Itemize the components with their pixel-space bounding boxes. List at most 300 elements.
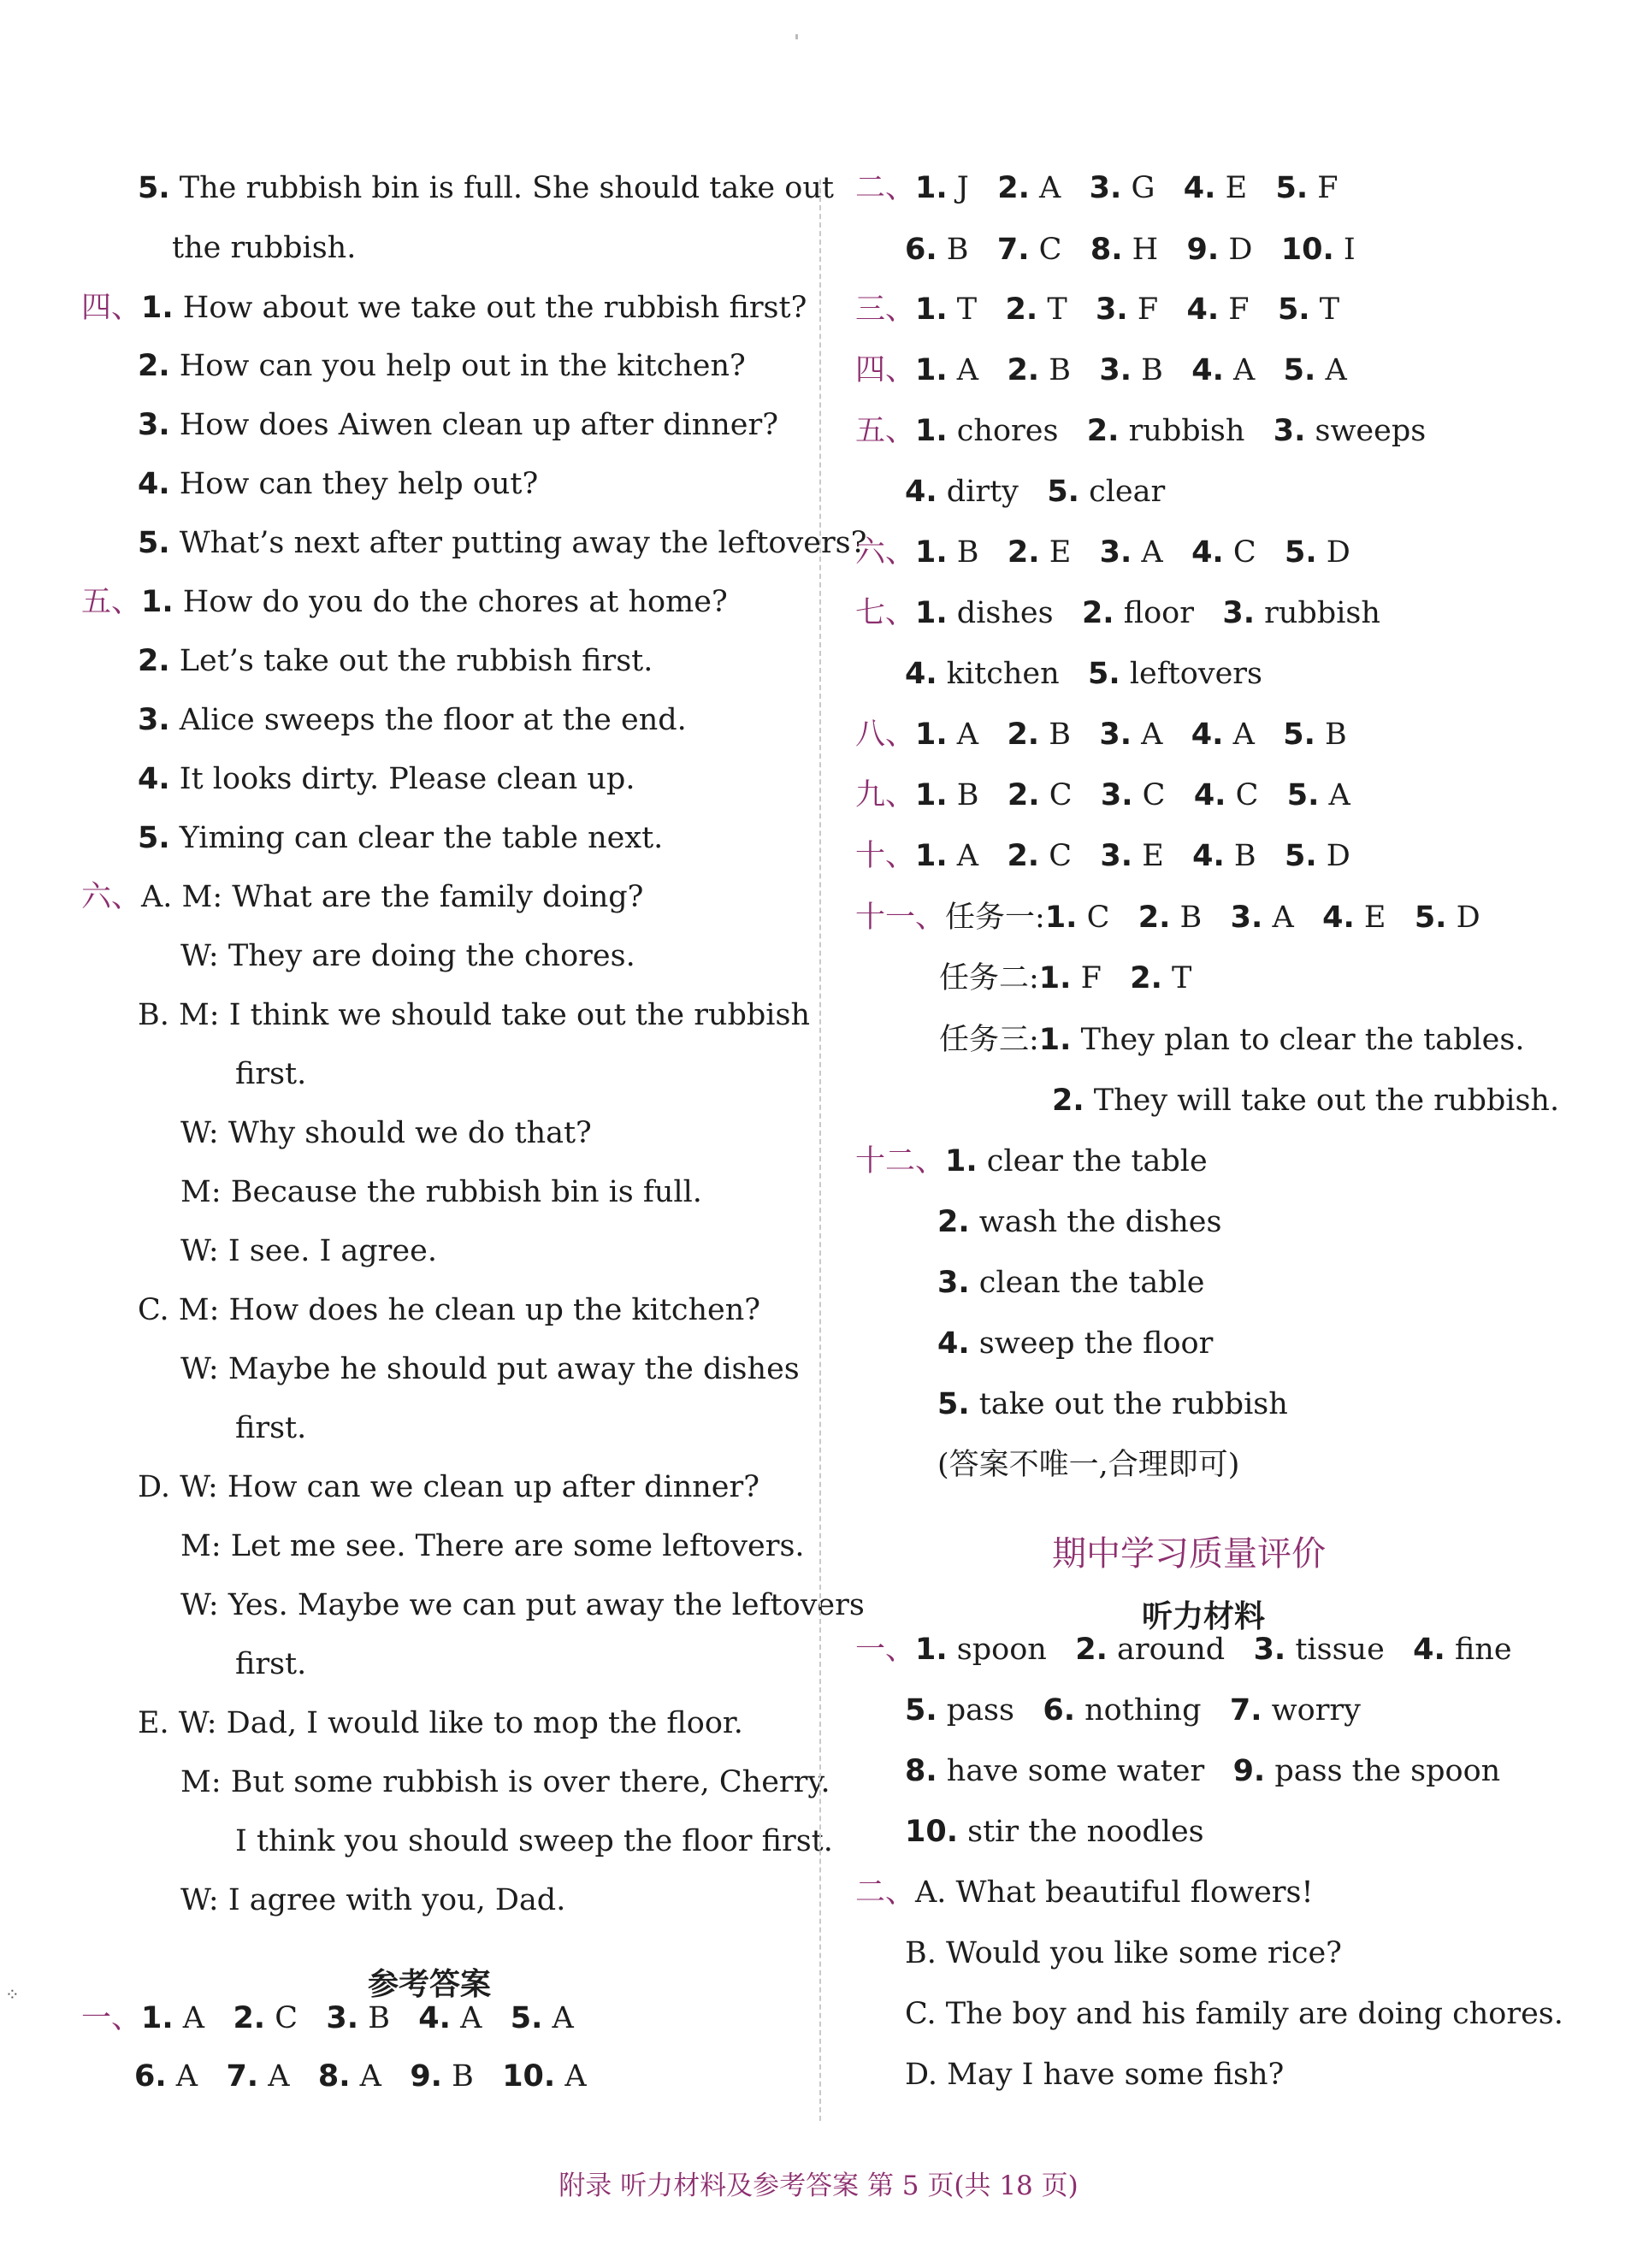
item-number: 5. bbox=[138, 821, 170, 855]
line-text: stir the noodles bbox=[958, 1815, 1204, 1849]
text-line bbox=[937, 1444, 1239, 1485]
text-line bbox=[855, 836, 1350, 877]
text-line bbox=[855, 1141, 1208, 1182]
item-number: 5. bbox=[1285, 535, 1317, 570]
line-text: A bbox=[1132, 718, 1191, 752]
text-line bbox=[138, 1290, 760, 1331]
text-line bbox=[855, 532, 1350, 573]
item-number: 5. bbox=[937, 1387, 970, 1421]
line-text: D bbox=[1316, 839, 1350, 873]
line-text: B bbox=[1224, 839, 1285, 873]
line-text: leftovers bbox=[1120, 657, 1262, 691]
line-text: spoon bbox=[947, 1633, 1076, 1667]
item-number: 1. bbox=[1038, 961, 1072, 995]
text-line bbox=[138, 346, 746, 387]
line-text: H bbox=[1122, 233, 1187, 267]
section-number: 三、 bbox=[855, 292, 916, 327]
section-number: 二、 bbox=[855, 171, 916, 205]
item-number: 4. bbox=[1192, 839, 1225, 873]
item-number: 5. bbox=[1283, 353, 1316, 387]
item-number: 5. bbox=[1275, 171, 1309, 205]
text-line bbox=[235, 1644, 306, 1685]
line-text: W: I see. I agree. bbox=[180, 1234, 437, 1268]
text-line bbox=[81, 582, 728, 623]
line-text: B bbox=[1170, 901, 1231, 935]
item-number: 1. bbox=[915, 414, 948, 448]
item-number: 1. bbox=[915, 718, 948, 752]
item-number: 10. bbox=[502, 2059, 556, 2094]
item-number: 4. bbox=[1322, 901, 1355, 935]
item-number: 3. bbox=[138, 703, 170, 737]
item-number: 3. bbox=[326, 2001, 359, 2035]
text-line bbox=[235, 1054, 306, 1095]
text-line bbox=[138, 523, 866, 564]
text-line bbox=[138, 995, 810, 1036]
item-number: 1. bbox=[1038, 1023, 1072, 1057]
item-number: 7. bbox=[226, 2059, 259, 2094]
line-text: around bbox=[1107, 1633, 1254, 1667]
line-text: sweeps bbox=[1305, 414, 1427, 448]
line-text: C bbox=[1077, 901, 1138, 935]
line-text: A bbox=[1319, 778, 1350, 812]
section-number: 八、 bbox=[855, 718, 916, 752]
text-line bbox=[905, 2054, 1284, 2095]
answer-key-heading: 参考答案 bbox=[368, 1967, 492, 2002]
line-text: A bbox=[1029, 171, 1090, 205]
item-number: 3. bbox=[1222, 596, 1255, 630]
item-number: 3. bbox=[1089, 171, 1122, 205]
text-line bbox=[905, 1811, 1204, 1852]
item-number: 2. bbox=[1086, 414, 1120, 448]
text-line bbox=[81, 1998, 574, 2039]
text-line bbox=[138, 641, 653, 682]
line-text: They plan to clear the tables. bbox=[1071, 1023, 1525, 1057]
line-text: the rubbish. bbox=[172, 231, 357, 265]
line-text: C. M: How does he clean up the kitchen? bbox=[138, 1293, 761, 1327]
text-line bbox=[855, 1872, 1314, 1913]
line-text: (答案不唯一,合理即可) bbox=[937, 1448, 1240, 1482]
line-text: A bbox=[1315, 353, 1347, 387]
line-text: 任务三: bbox=[939, 1023, 1039, 1057]
line-text: F bbox=[1308, 171, 1339, 205]
line-text: worry bbox=[1262, 1693, 1361, 1728]
item-number: 5. bbox=[905, 1693, 937, 1728]
line-text: I bbox=[1333, 233, 1356, 267]
text-line bbox=[180, 1880, 565, 1921]
line-text: D bbox=[1316, 535, 1350, 570]
item-number: 10. bbox=[905, 1815, 959, 1849]
line-text: 任务一: bbox=[945, 901, 1045, 935]
item-number: 2. bbox=[1007, 353, 1040, 387]
item-number: 2. bbox=[1007, 839, 1040, 873]
item-number: 2. bbox=[1138, 901, 1171, 935]
item-number: 7. bbox=[996, 233, 1030, 267]
item-number: 2. bbox=[1007, 718, 1040, 752]
line-text: F bbox=[1127, 292, 1187, 327]
section-number: 十二、 bbox=[855, 1144, 946, 1178]
item-number: 4. bbox=[1191, 535, 1224, 570]
text-line bbox=[138, 759, 635, 800]
item-number: 1. bbox=[141, 585, 174, 619]
item-number: 6. bbox=[134, 2059, 167, 2094]
line-text: E. W: Dad, I would like to mop the floor. bbox=[138, 1706, 743, 1740]
line-text: rubbish bbox=[1255, 596, 1380, 630]
line-text: A bbox=[947, 718, 1008, 752]
item-number: 4. bbox=[905, 657, 937, 691]
section-number: 五、 bbox=[81, 585, 142, 619]
text-line bbox=[855, 593, 1380, 634]
text-line bbox=[905, 229, 1356, 270]
item-number: 4. bbox=[138, 467, 170, 501]
line-text: W: Yes. Maybe we can put away the leftovers bbox=[180, 1588, 865, 1622]
line-text: E bbox=[1354, 901, 1415, 935]
item-number: 5. bbox=[1283, 718, 1315, 752]
item-number: 2. bbox=[1075, 1633, 1108, 1667]
item-number: 5. bbox=[1414, 901, 1447, 935]
item-number: 3. bbox=[1096, 292, 1128, 327]
line-text: How about we take out the rubbish first? bbox=[173, 291, 807, 325]
item-number: 3. bbox=[1099, 353, 1132, 387]
item-number: 2. bbox=[937, 1205, 970, 1239]
text-line bbox=[855, 714, 1347, 755]
item-number: 2. bbox=[1007, 778, 1040, 812]
item-number: 9. bbox=[1186, 233, 1220, 267]
line-text: first. bbox=[235, 1647, 307, 1681]
item-number: 1. bbox=[1044, 901, 1078, 935]
text-line bbox=[81, 877, 643, 918]
line-text: A bbox=[258, 2059, 318, 2094]
section-number: 十一、 bbox=[855, 901, 946, 935]
line-text: sweep the floor bbox=[969, 1326, 1214, 1361]
line-text: dirty bbox=[937, 475, 1048, 509]
line-text: A bbox=[166, 2059, 227, 2094]
item-number: 5. bbox=[1285, 839, 1317, 873]
item-number: 9. bbox=[1232, 1754, 1266, 1788]
text-line bbox=[138, 818, 663, 859]
item-number: 2. bbox=[233, 2001, 266, 2035]
item-number: 2. bbox=[997, 171, 1030, 205]
line-text: E bbox=[1039, 535, 1100, 570]
item-number: 1. bbox=[915, 353, 948, 387]
line-text: A bbox=[173, 2001, 233, 2035]
item-number: 1. bbox=[915, 839, 948, 873]
line-text: B bbox=[1315, 718, 1347, 752]
section-number: 一、 bbox=[81, 2001, 142, 2035]
text-line bbox=[905, 653, 1262, 694]
line-text: T bbox=[1161, 961, 1192, 995]
line-text: W: Maybe he should put away the dishes bbox=[180, 1352, 800, 1386]
line-text: M: Let me see. There are some leftovers. bbox=[180, 1529, 805, 1563]
item-number: 8. bbox=[905, 1754, 937, 1788]
text-line bbox=[235, 1821, 833, 1862]
line-text: kitchen bbox=[937, 657, 1089, 691]
text-line bbox=[855, 410, 1426, 452]
item-number: 4. bbox=[418, 2001, 451, 2035]
section-title: 期中学习质量评价 bbox=[1052, 1534, 1326, 1574]
line-text: J bbox=[947, 171, 998, 205]
line-text: B. M: I think we should take out the rubbish bbox=[138, 998, 810, 1032]
column-divider bbox=[819, 180, 821, 2121]
line-text: D bbox=[1446, 901, 1480, 935]
line-text: I think you should sweep the floor first. bbox=[235, 1824, 833, 1858]
section-number: 九、 bbox=[855, 778, 916, 812]
text-line bbox=[1052, 1080, 1559, 1121]
line-text: C bbox=[1226, 778, 1287, 812]
item-number: 3. bbox=[937, 1266, 970, 1300]
line-text: F bbox=[1219, 292, 1278, 327]
line-text: C bbox=[265, 2001, 327, 2035]
line-text: 任务二: bbox=[939, 961, 1039, 995]
text-line bbox=[180, 1231, 437, 1272]
line-text: M: But some rubbish is over there, Cherry. bbox=[180, 1765, 830, 1799]
line-text: T bbox=[947, 292, 1006, 327]
line-text: B bbox=[947, 778, 1008, 812]
line-text: B bbox=[1039, 718, 1100, 752]
text-line bbox=[180, 1585, 865, 1626]
line-text: F bbox=[1071, 961, 1131, 995]
line-text: A bbox=[1132, 535, 1192, 570]
item-number: 5. bbox=[1277, 292, 1310, 327]
item-number: 10. bbox=[1280, 233, 1334, 267]
item-number: 3. bbox=[1099, 718, 1132, 752]
item-number: 1. bbox=[141, 291, 174, 325]
item-number: 1. bbox=[915, 171, 948, 205]
text-line bbox=[905, 1933, 1342, 1974]
line-text: A bbox=[1223, 718, 1284, 752]
item-number: 9. bbox=[410, 2059, 442, 2094]
line-text: W: Why should we do that? bbox=[180, 1116, 592, 1150]
item-number: 3. bbox=[1100, 778, 1133, 812]
item-number: 4. bbox=[1413, 1633, 1445, 1667]
listening-material-heading: 听力材料 bbox=[1142, 1599, 1266, 1634]
section-number: 一、 bbox=[855, 1633, 916, 1667]
item-number: 3. bbox=[1253, 1633, 1286, 1667]
item-number: 1. bbox=[945, 1144, 978, 1178]
line-text: G bbox=[1121, 171, 1184, 205]
line-text: It looks dirty. Please clean up. bbox=[169, 762, 635, 796]
text-line bbox=[180, 1526, 805, 1567]
line-text: A bbox=[555, 2059, 587, 2094]
line-text: A bbox=[947, 353, 1008, 387]
item-number: 3. bbox=[1100, 839, 1133, 873]
item-number: 4. bbox=[905, 475, 937, 509]
text-line bbox=[855, 168, 1339, 209]
line-text: E bbox=[1215, 171, 1276, 205]
item-number: 4. bbox=[1193, 778, 1226, 812]
line-text: A. What beautiful flowers! bbox=[915, 1875, 1314, 1910]
item-number: 4. bbox=[1186, 292, 1220, 327]
line-text: C. The boy and his family are doing chores. bbox=[905, 1997, 1563, 2031]
line-text: B bbox=[947, 535, 1008, 570]
line-text: B. Would you like some rice? bbox=[905, 1936, 1342, 1970]
item-number: 3. bbox=[138, 408, 170, 442]
item-number: 2. bbox=[1005, 292, 1038, 327]
item-number: 1. bbox=[915, 292, 948, 327]
line-text: tissue bbox=[1285, 1633, 1414, 1667]
line-text: A. M: What are the family doing? bbox=[141, 880, 644, 914]
line-text: C bbox=[1223, 535, 1285, 570]
item-number: 6. bbox=[1043, 1693, 1076, 1728]
item-number: 2. bbox=[1081, 596, 1114, 630]
line-text: chores bbox=[947, 414, 1087, 448]
text-line bbox=[937, 1202, 1221, 1243]
line-text: B bbox=[441, 2059, 503, 2094]
line-text: C bbox=[1039, 778, 1101, 812]
item-number: 5. bbox=[1088, 657, 1120, 691]
line-text: have some water bbox=[937, 1754, 1233, 1788]
line-text: What’s next after putting away the leftovers? bbox=[169, 526, 867, 560]
line-text: How does Aiwen clean up after dinner? bbox=[169, 408, 779, 442]
line-text: A bbox=[450, 2001, 511, 2035]
item-number: 1. bbox=[915, 778, 948, 812]
text-line bbox=[180, 936, 635, 977]
item-number: 6. bbox=[905, 233, 937, 267]
line-text: T bbox=[1037, 292, 1096, 327]
item-number: 5. bbox=[510, 2001, 543, 2035]
line-text: pass the spoon bbox=[1265, 1754, 1501, 1788]
item-number: 2. bbox=[1052, 1084, 1084, 1118]
text-line bbox=[180, 1172, 702, 1213]
text-line bbox=[855, 775, 1350, 816]
text-line bbox=[905, 471, 1165, 512]
text-line bbox=[937, 1262, 1205, 1303]
text-line bbox=[937, 1323, 1213, 1364]
line-text: How can they help out? bbox=[169, 467, 539, 501]
item-number: 4. bbox=[1183, 171, 1216, 205]
line-text: B bbox=[1039, 353, 1100, 387]
line-text: D bbox=[1219, 233, 1281, 267]
section-number: 六、 bbox=[855, 535, 916, 570]
text-line bbox=[138, 700, 687, 741]
line-text: A bbox=[947, 839, 1008, 873]
item-number: 1. bbox=[915, 1633, 948, 1667]
item-number: 5. bbox=[1047, 475, 1079, 509]
item-number: 1. bbox=[141, 2001, 174, 2035]
line-text: C bbox=[1039, 839, 1101, 873]
section-number: 四、 bbox=[81, 291, 142, 325]
item-number: 7. bbox=[1229, 1693, 1262, 1728]
line-text: A bbox=[1262, 901, 1323, 935]
text-line bbox=[939, 1019, 1524, 1060]
item-number: 8. bbox=[317, 2059, 351, 2094]
line-text: B bbox=[1132, 353, 1192, 387]
text-line bbox=[937, 1384, 1288, 1425]
line-text: clear bbox=[1079, 475, 1166, 509]
text-line bbox=[81, 287, 807, 328]
line-text: E bbox=[1132, 839, 1193, 873]
item-number: 2. bbox=[1130, 961, 1162, 995]
text-line bbox=[855, 1629, 1512, 1670]
text-line bbox=[939, 958, 1191, 999]
text-line bbox=[180, 1349, 800, 1390]
text-line bbox=[138, 464, 538, 505]
line-text: pass bbox=[937, 1693, 1043, 1728]
item-number: 2. bbox=[1007, 535, 1040, 570]
item-number: 4. bbox=[1191, 718, 1224, 752]
item-number: 4. bbox=[937, 1326, 970, 1361]
line-text: take out the rubbish bbox=[969, 1387, 1288, 1421]
item-number: 3. bbox=[1273, 414, 1306, 448]
line-text: C bbox=[1132, 778, 1194, 812]
item-number: 1. bbox=[915, 596, 948, 630]
item-number: 2. bbox=[138, 349, 170, 383]
section-number: 七、 bbox=[855, 596, 916, 630]
line-text: B bbox=[358, 2001, 419, 2035]
scan-speck bbox=[795, 34, 798, 39]
line-text: rubbish bbox=[1119, 414, 1274, 448]
line-text: floor bbox=[1114, 596, 1223, 630]
line-text: T bbox=[1309, 292, 1340, 327]
line-text: M: Because the rubbish bin is full. bbox=[180, 1175, 702, 1209]
line-text: W: I agree with you, Dad. bbox=[180, 1883, 566, 1917]
margin-mark: ⁘ bbox=[5, 1984, 20, 2005]
text-line bbox=[905, 1751, 1500, 1792]
line-text: D. May I have some fish? bbox=[905, 2058, 1285, 2092]
text-line bbox=[905, 1993, 1563, 2035]
text-line bbox=[855, 350, 1347, 391]
text-line bbox=[138, 1703, 743, 1744]
section-number: 二、 bbox=[855, 1875, 916, 1910]
item-number: 1. bbox=[915, 535, 948, 570]
line-text: first. bbox=[235, 1411, 307, 1445]
line-text: A bbox=[542, 2001, 574, 2035]
item-number: 4. bbox=[138, 762, 170, 796]
line-text: D. W: How can we clean up after dinner? bbox=[138, 1470, 759, 1504]
section-number: 四、 bbox=[855, 353, 916, 387]
item-number: 4. bbox=[1191, 353, 1224, 387]
line-text: nothing bbox=[1075, 1693, 1230, 1728]
item-number: 5. bbox=[1286, 778, 1320, 812]
line-text: The rubbish bin is full. She should take out bbox=[169, 171, 834, 205]
item-number: 3. bbox=[1099, 535, 1132, 570]
text-line bbox=[138, 1467, 759, 1508]
line-text: dishes bbox=[947, 596, 1082, 630]
text-line bbox=[235, 1408, 306, 1449]
line-text: clean the table bbox=[969, 1266, 1205, 1300]
line-text: They will take out the rubbish. bbox=[1084, 1084, 1560, 1118]
text-line bbox=[905, 1690, 1361, 1731]
line-text: A bbox=[350, 2059, 411, 2094]
line-text: Yiming can clear the table next. bbox=[169, 821, 664, 855]
section-number: 十、 bbox=[855, 839, 916, 873]
line-text: fine bbox=[1445, 1633, 1512, 1667]
text-line bbox=[134, 2056, 587, 2097]
item-number: 3. bbox=[1230, 901, 1263, 935]
line-text: Alice sweeps the floor at the end. bbox=[169, 703, 687, 737]
text-line bbox=[180, 1113, 592, 1154]
line-text: How do you do the chores at home? bbox=[173, 585, 728, 619]
text-line bbox=[138, 168, 834, 209]
text-line bbox=[180, 1762, 830, 1803]
item-number: 5. bbox=[138, 171, 170, 205]
item-number: 5. bbox=[138, 526, 170, 560]
line-text: Let’s take out the rubbish first. bbox=[169, 644, 653, 678]
text-line bbox=[138, 405, 778, 446]
line-text: first. bbox=[235, 1057, 307, 1091]
line-text: A bbox=[1223, 353, 1284, 387]
item-number: 2. bbox=[138, 644, 170, 678]
line-text: wash the dishes bbox=[969, 1205, 1222, 1239]
item-number: 8. bbox=[1090, 233, 1123, 267]
line-text: W: They are doing the chores. bbox=[180, 939, 635, 973]
section-number: 六、 bbox=[81, 880, 142, 914]
line-text: B bbox=[937, 233, 997, 267]
text-line bbox=[855, 289, 1339, 330]
section-number: 五、 bbox=[855, 414, 916, 448]
text-line bbox=[172, 227, 356, 269]
text-line bbox=[855, 897, 1480, 938]
line-text: clear the table bbox=[977, 1144, 1208, 1178]
